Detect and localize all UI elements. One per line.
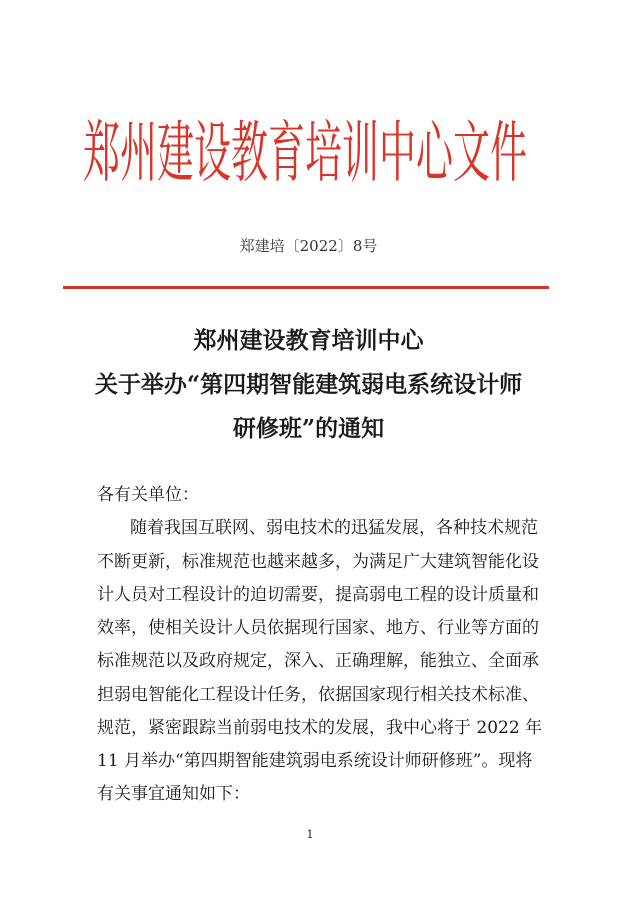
document-number: 郑建培〔2022〕8号 xyxy=(239,237,378,255)
issuer-title: 郑州建设教育培训中心文件 xyxy=(83,114,527,192)
body-line: 11 月举办“第四期智能建筑弱电系统设计师研修班”。现将 xyxy=(97,751,533,771)
body-line: 不断更新，标准规范也越来越多，为满足广大建筑智能化设 xyxy=(97,552,539,572)
title-line-2: 关于举办“第四期智能建筑弱电系统设计师 xyxy=(94,371,523,398)
title-line-3: 研修班”的通知 xyxy=(232,415,385,442)
body-line: 标准规范以及政府规定，深入、正确理解，能独立、全面承 xyxy=(97,651,539,671)
body-line: 有关事宜通知如下： xyxy=(97,784,250,804)
body-line: 规范，紧密跟踪当前弱电技术的发展，我中心将于 2022 年 xyxy=(97,718,543,738)
red-divider xyxy=(63,286,549,289)
body-line: 效率，使相关设计人员依据现行国家、地方、行业等方面的 xyxy=(97,618,539,638)
body-line: 计人员对工程设计的迫切需要，提高弱电工程的设计质量和 xyxy=(97,585,539,605)
title-line-1: 郑州建设教育培训中心 xyxy=(193,327,424,354)
salutation: 各有关单位： xyxy=(97,485,199,505)
body-line: 担弱电智能化工程设计任务，依据国家现行相关技术标准、 xyxy=(97,685,539,705)
body-line: 随着我国互联网、弱电技术的迅猛发展，各种技术规范 xyxy=(130,518,538,538)
page-number: 1 xyxy=(306,828,314,841)
